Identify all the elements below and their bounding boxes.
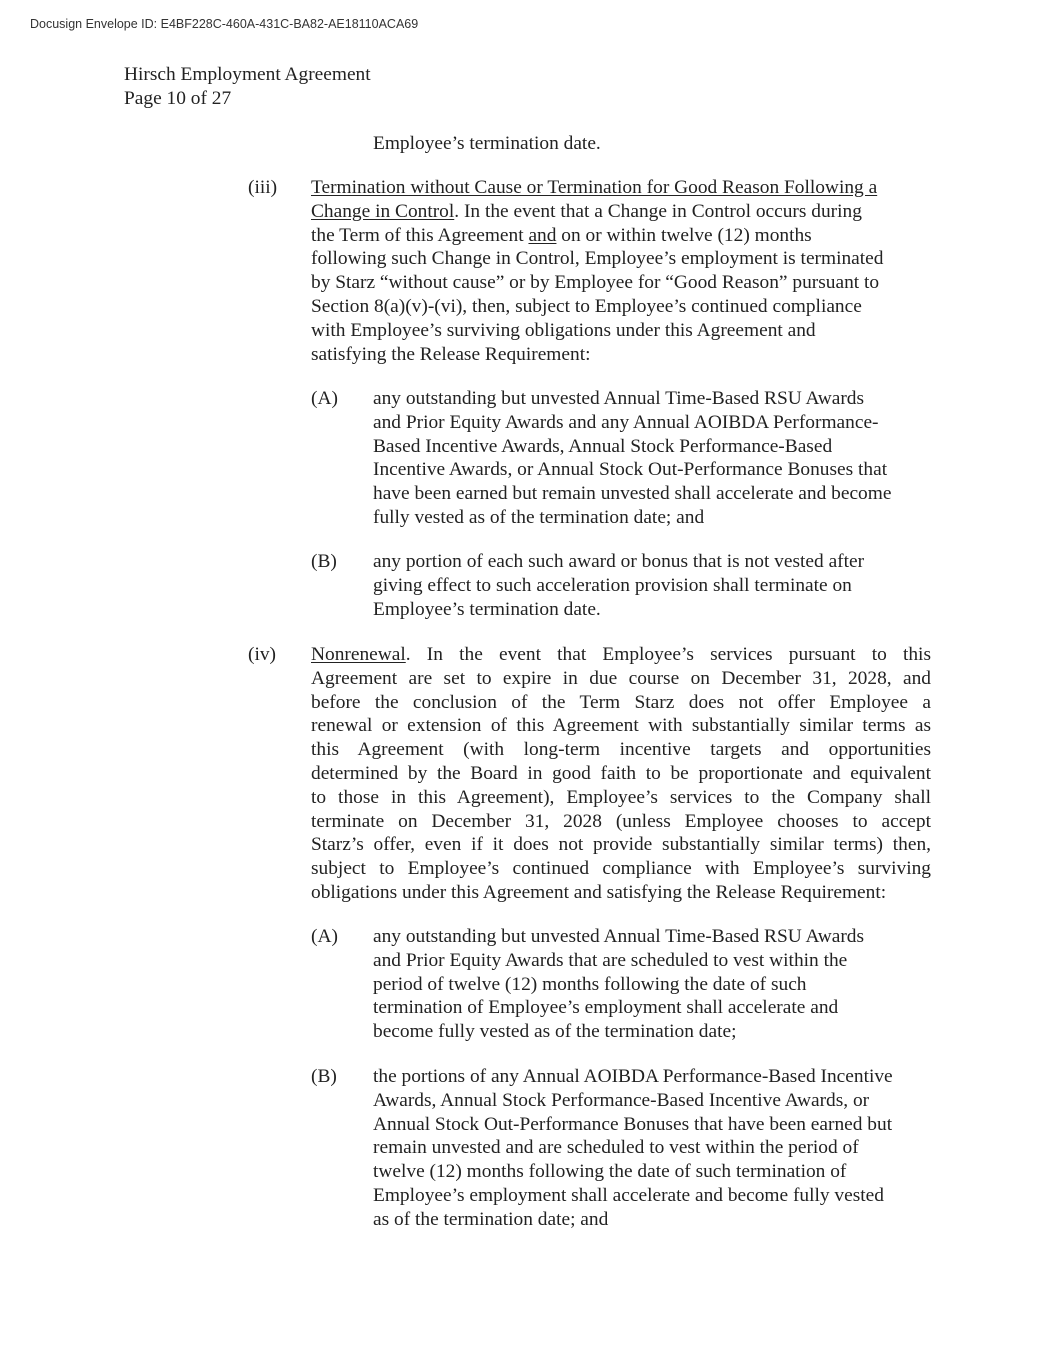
paragraph-line: twelve (12) months following the date of such termination of (373, 1161, 847, 1183)
paragraph-line: Employee’s employment shall accelerate and become fully vested (373, 1184, 884, 1206)
paragraph-line: fully vested as of the termination date; and (373, 506, 705, 528)
paragraph-line: following such Change in Control, Employee’s employment is terminated (311, 248, 884, 270)
item-text (373, 925, 943, 1044)
paragraph-line: and Prior Equity Awards and any Annual AOIBDA Performance- (373, 411, 879, 433)
section-iii-text (311, 176, 931, 366)
paragraph-line: Section 8(a)(v)-(vi), then, subject to Employee’s continued compliance (311, 295, 862, 317)
paragraph-line: any portion of each such award or bonus that is not vested after (373, 551, 865, 572)
page-number: Page 10 of 27 (124, 87, 232, 109)
paragraph-line: Incentive Awards, or Annual Stock Out-Performance Bonuses that (373, 459, 888, 481)
paragraph-line: Based Incentive Awards, Annual Stock Performance-Based (373, 435, 833, 457)
paragraph-line (311, 176, 931, 200)
paragraph-line: Agreement are set to expire in due course on December 31, 2028, and (311, 667, 931, 689)
paragraph-line: the portions of any Annual AOIBDA Performance-Based Incentive (373, 1066, 893, 1087)
paragraph-line: before the conclusion of the Term Starz does not offer Employee a (311, 691, 931, 713)
paragraph-line: terminate on December 31, 2028 (unless Employee chooses to accept (311, 810, 931, 832)
paragraph-line: with Employee’s surviving obligations under this Agreement and (311, 319, 816, 341)
paragraph-line: determined by the Board in good faith to be proportionate and equivalent (311, 762, 931, 784)
item-text (373, 387, 943, 530)
paragraph-line: by Starz “without cause” or by Employee for “Good Reason” pursuant to (311, 272, 880, 294)
paragraph-line: Employee’s termination date. (373, 133, 601, 154)
section-number: (iii) (248, 177, 278, 198)
text-segment: on or within twelve (12) months (556, 224, 812, 246)
paragraph-line: any outstanding but unvested Annual Time-Based RSU Awards (373, 388, 865, 409)
paragraph-line: this Agreement (with long-term incentive targets and opportunities (311, 739, 931, 761)
item-label: (A) (311, 926, 338, 947)
paragraph-line: Starz’s offer, even if it does not provide substantially similar terms) then, (311, 834, 931, 856)
paragraph-line: remain unvested and are scheduled to vest within the period of (373, 1137, 859, 1159)
paragraph-line: any outstanding but unvested Annual Time-Based RSU Awards (373, 926, 865, 947)
paragraph-line: become fully vested as of the termination date; (373, 1021, 737, 1043)
paragraph-line (311, 224, 931, 248)
item-text (373, 550, 943, 621)
section-heading: Nonrenewal (311, 644, 406, 665)
paragraph-line: to those in this Agreement), Employee’s services to the Company shall (311, 786, 931, 808)
paragraph-line: Annual Stock Out-Performance Bonuses that have been earned but (373, 1113, 893, 1135)
paragraph-line (311, 200, 931, 224)
paragraph-line: Employee’s termination date. (373, 598, 601, 620)
item-label: (B) (311, 551, 337, 572)
docusign-envelope-id: Docusign Envelope ID: E4BF228C-460A-431C-BA82-AE18110ACA69 (30, 17, 419, 31)
paragraph-line (311, 643, 931, 667)
section-iv-text (311, 643, 931, 905)
section-heading-cont: Change in Control (311, 200, 455, 222)
paragraph-line: renewal or extension of this Agreement with substantially similar terms as (311, 715, 931, 737)
paragraph-line: satisfying the Release Requirement: (311, 343, 591, 365)
paragraph-line: and Prior Equity Awards that are scheduled to vest within the (373, 949, 848, 971)
paragraph-line: termination of Employee’s employment shall accelerate and (373, 997, 839, 1019)
text-segment: . In the event that Employee’s services pursuant to this (405, 644, 931, 665)
document-header (124, 63, 371, 111)
item-label: (B) (311, 1066, 337, 1087)
text-segment: . In the event that a Change in Control occurs during (454, 200, 862, 222)
paragraph-line: subject to Employee’s continued compliance with Employee’s surviving (311, 858, 931, 880)
agreement-title: Hirsch Employment Agreement (124, 64, 371, 85)
paragraph-line: period of twelve (12) months following the date of such (373, 973, 807, 995)
paragraph-line: have been earned but remain unvested shall accelerate and become (373, 483, 892, 505)
underlined-and: and (528, 224, 557, 246)
section-number: (iv) (248, 644, 276, 665)
paragraph-line: obligations under this Agreement and satisfying the Release Requirement: (311, 881, 887, 903)
item-text (373, 1065, 943, 1232)
carryover-text (373, 132, 601, 156)
paragraph-line: giving effect to such acceleration provision shall terminate on (373, 574, 852, 596)
text-segment: the Term of this Agreement (311, 224, 529, 246)
paragraph-line: Awards, Annual Stock Performance-Based Incentive Awards, or (373, 1089, 870, 1111)
section-heading: Termination without Cause or Termination for Good Reason Following a (311, 177, 878, 198)
item-label: (A) (311, 388, 338, 409)
paragraph-line: as of the termination date; and (373, 1208, 609, 1230)
